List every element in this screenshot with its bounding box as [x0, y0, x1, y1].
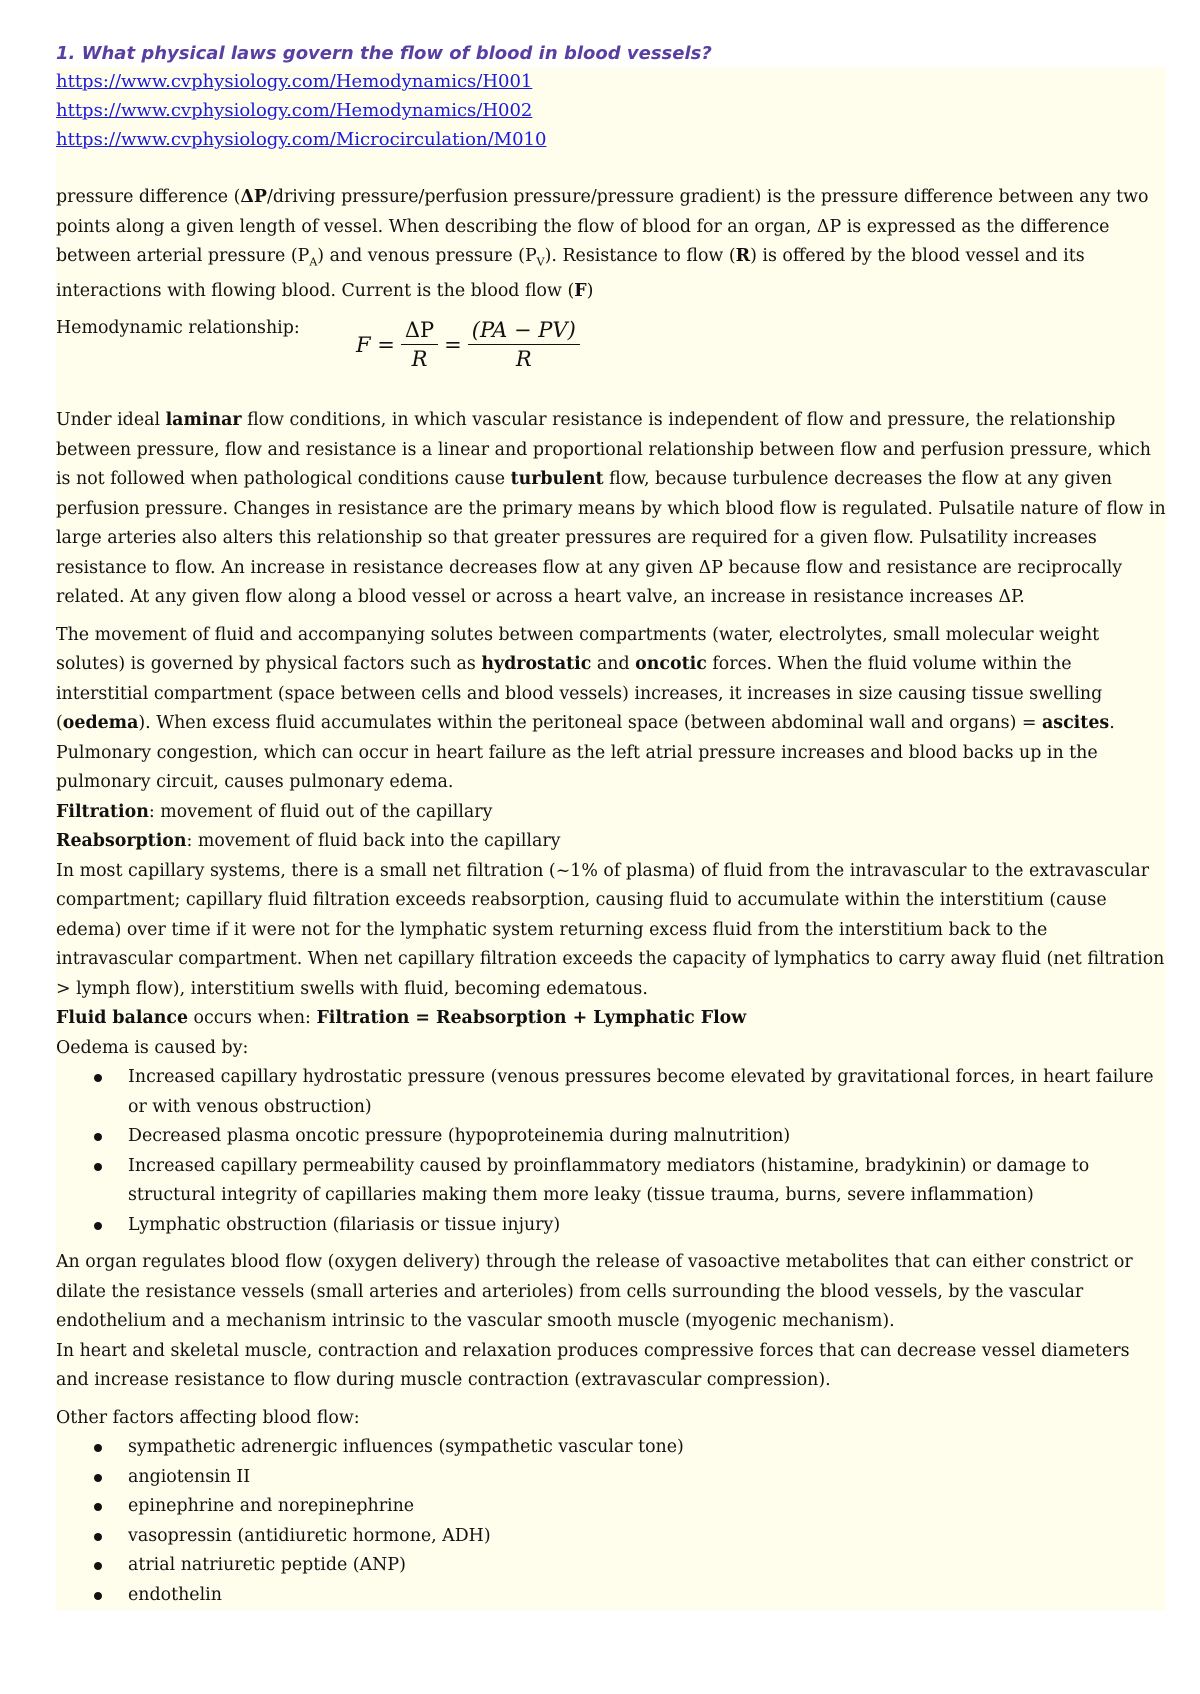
pressure-difference-paragraph: pressure difference (ΔP/driving pressure/perfusion pressure/pressure gradient) is the pressure difference between any two points along a given length of vessel. When describing the flow of blood for an organ, ΔP is expressed as the difference between arterial pressure $(P_A)$ and venous pressure $(P_V)$. Resistance to flow (R) is offered by the blood vessel and its interactions with flowing blood. Current is the blood flow (F)	[56, 183, 1166, 314]
organ-regulation-paragraph: An organ regulates blood flow (oxygen delivery) through the release of vasoactive metabolites that can either constrict or dilate the resistance vessels (small arteries and arterioles) from cells surrounding the blood vessels, by the vascular endothelium and a mechanism intrinsic to the vascular smooth muscle (myogenic mechanism).	[56, 1252, 1133, 1332]
other-factors-section	[56, 1404, 1166, 1611]
oedema-causes-list	[56, 1063, 1166, 1240]
organ-regulation-section	[56, 1248, 1166, 1404]
list-item: sympathetic adrenergic influences (sympathetic vascular tone)	[128, 1433, 1166, 1463]
formula-equation: F = $\frac{\Delta P}{R}$ = $\frac{(PA - PV)}{R}$	[356, 318, 586, 371]
list-item: epinephrine and norepinephrine	[128, 1492, 1166, 1522]
list-item: Lymphatic obstruction (filariasis or tissue injury)	[128, 1211, 1166, 1241]
extravascular-compression-paragraph: In heart and skeletal muscle, contraction and relaxation produces compressive forces that can decrease vessel diameters and increase resistance to flow during muscle contraction (extravascular compression).	[56, 1340, 1130, 1391]
list-item: angiotensin II	[128, 1463, 1166, 1493]
reabsorption-definition: Reabsorption: movement of fluid back into the capillary	[56, 831, 561, 852]
link-m010[interactable]: https://www.cvphysiology.com/Microcirculation/M010	[56, 129, 547, 150]
list-item: endothelin	[128, 1581, 1166, 1611]
document-page	[56, 40, 1166, 1610]
list-item: atrial natriuretic peptide (ANP)	[128, 1551, 1166, 1581]
other-factors-heading: Other factors affecting blood flow:	[56, 1407, 360, 1428]
link-h002[interactable]: https://www.cvphysiology.com/Hemodynamics/H002	[56, 100, 533, 121]
hemodynamic-formula	[56, 314, 1166, 406]
list-item: Increased capillary hydrostatic pressure (venous pressures become elevated by gravitational forces, in heart failure or with venous obstruction)	[128, 1063, 1166, 1122]
list-item: Increased capillary permeability caused by proinflammatory mediators (histamine, bradykinin) or damage to structural integrity of capillaries making them more leaky (tissue trauma, burns, severe inflammation)	[128, 1152, 1166, 1211]
other-factors-list	[56, 1433, 1166, 1610]
fluid-movement-paragraph: The movement of fluid and accompanying solutes between compartments (water, electrolytes, small molecular weight solutes) is governed by physical factors such as hydrostatic and oncotic forces. When the fluid volume within the interstitial compartment (space between cells and blood vessels) increases, it increases in size causing tissue swelling (oedema). When excess fluid accumulates within the peritoneal space (between abdominal wall and organs) = ascites. Pulmonary congestion, which can occur in heart failure as the left atrial pressure increases and blood backs up in the pulmonary circuit, causes pulmonary edema.	[56, 624, 1115, 793]
reference-links	[56, 67, 1166, 183]
formula-label: Hemodynamic relationship:	[56, 318, 300, 339]
link-h001[interactable]: https://www.cvphysiology.com/Hemodynamics/H001	[56, 71, 533, 92]
fluid-balance-line: Fluid balance occurs when: Filtration = Reabsorption + Lymphatic Flow	[56, 1008, 747, 1029]
fluid-movement-section	[56, 621, 1166, 1249]
list-item: Decreased plasma oncotic pressure (hypoproteinemia during malnutrition)	[128, 1122, 1166, 1152]
net-filtration-paragraph: In most capillary systems, there is a small net filtration (~1% of plasma) of fluid from the intravascular to the extravascular compartment; capillary fluid filtration exceeds reabsorption, causing fluid to accumulate within the interstitium (cause edema) over time if it were not for the lymphatic system returning excess fluid from the interstitium back to the intravascular compartment. When net capillary filtration exceeds the capacity of lymphatics to carry away fluid (net filtration > lymph flow), interstitium swells with fluid, becoming edematous.	[56, 860, 1165, 999]
list-item: vasopressin (antidiuretic hormone, ADH)	[128, 1522, 1166, 1552]
oedema-caused-heading: Oedema is caused by:	[56, 1037, 249, 1058]
question-title: 1. What physical laws govern the flow of blood in blood vessels?	[56, 43, 712, 64]
filtration-definition: Filtration: movement of fluid out of the capillary	[56, 801, 493, 822]
laminar-flow-paragraph: Under ideal laminar flow conditions, in which vascular resistance is independent of flow and pressure, the relationship between pressure, flow and resistance is a linear and proportional relationship between flow and perfusion pressure, which is not followed when pathological conditions cause turbulent flow, because turbulence decreases the flow at any given perfusion pressure. Changes in resistance are the primary means by which blood flow is regulated. Pulsatile nature of flow in large arteries also alters this relationship so that greater pressures are required for a given flow. Pulsatility increases resistance to flow. An increase in resistance decreases flow at any given ΔP because flow and resistance are reciprocally related. At any given flow along a blood vessel or across a heart valve, an increase in resistance increases ΔP.	[56, 406, 1166, 621]
